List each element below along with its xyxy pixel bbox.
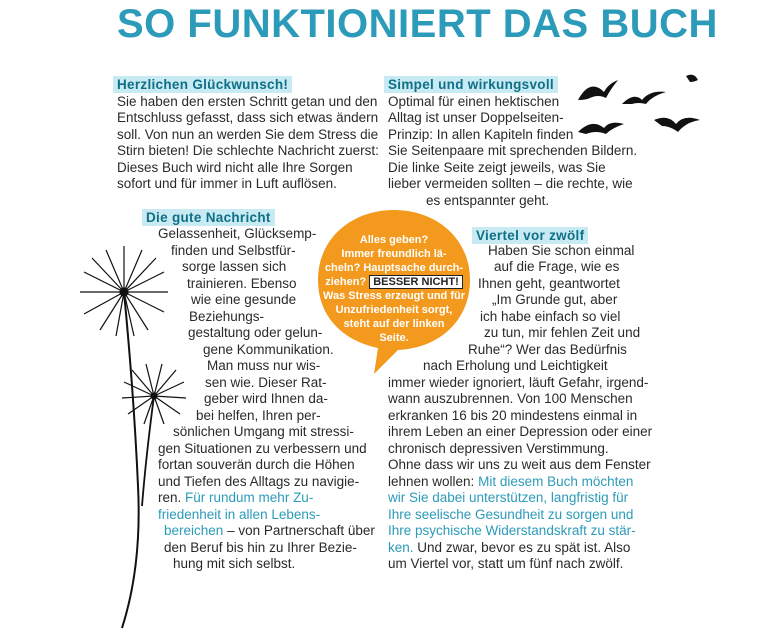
text-highlight: wir Sie dabei unterstützen, langfristig für [388, 490, 629, 505]
text-line: sofort und für immer in Luft auflösen. [117, 176, 337, 191]
page-title: SO FUNKTIONIERT DAS BUCH [117, 2, 718, 46]
text-line: trainieren. Ebenso [187, 276, 297, 291]
text-line: wie eine gesunde [191, 292, 297, 307]
text-line: Prinzip: In allen Kapiteln finden [388, 127, 574, 142]
heading-congrats: Herzlichen Glückwunsch! [113, 76, 292, 93]
bubble-line: Immer freundlich lä- [341, 248, 447, 260]
text-line: wann auszubrennen. Von 100 Menschen [388, 391, 633, 406]
text-line: Ohne dass wir uns zu weit aus dem Fenster [388, 457, 651, 472]
text-highlight: Für rundum mehr Zu- [185, 490, 314, 505]
text-line [388, 540, 630, 557]
bubble-text: ziehen? [325, 276, 367, 288]
text-line: Die linke Seite zeigt jeweils, was Sie [388, 160, 606, 175]
text-line: auf die Frage, wie es [494, 259, 620, 274]
text-line: gestaltung oder gelun- [188, 325, 323, 340]
text-line: lieber vermeiden sollten – die rechte, wie [388, 176, 633, 191]
text-line: Sie haben den ersten Schritt getan und den [117, 94, 378, 109]
text-plain: lehnen wollen: [388, 474, 475, 489]
text-line: „Im Grunde gut, aber [492, 292, 618, 307]
text-line [158, 507, 320, 524]
text-highlight: Ihre psychische Widerstandskraft zu stär- [388, 523, 636, 538]
text-highlight: Mit diesem Buch möchten [478, 474, 634, 489]
text-line: Man muss nur wis- [207, 358, 321, 373]
text-line: bei helfen, Ihren per- [196, 408, 321, 423]
text-line: ihrem Leben an einer Depression oder einer [388, 424, 653, 439]
text-line: erkranken 16 bis 20 mindestens einmal in [388, 408, 638, 423]
text-highlight: Ihre seelische Gesundheit zu sorgen und [388, 507, 634, 522]
text-line: gen Situationen zu verbessern und [158, 441, 367, 456]
bubble-line: steht auf der linken [343, 318, 445, 330]
bubble-line [318, 276, 470, 290]
text-line: Sie Seitenpaare mit sprechenden Bildern. [388, 143, 638, 158]
text-line: sorge lassen sich [182, 259, 287, 274]
text-line: und Tiefen des Alltags zu navigie- [158, 474, 360, 489]
heading-quarter: Viertel vor zwölf [472, 227, 588, 244]
text-highlight: ken. [388, 540, 414, 555]
text-line: Haben Sie schon einmal [488, 243, 635, 258]
text-line: finden und Selbstfür- [171, 243, 296, 258]
text-line: Ihnen geht, geantwortet [478, 276, 620, 291]
text-line: Beziehungs- [189, 309, 265, 324]
besser-nicht-badge: BESSER NICHT! [369, 275, 463, 289]
text-plain: – von Partnerschaft über [227, 523, 375, 538]
text-highlight: bereichen [164, 523, 224, 538]
text-line: fortan souverän durch die Höhen [158, 457, 355, 472]
text-line: Dieses Buch wird nicht alle Ihre Sorgen [117, 160, 353, 175]
bubble-line: Alles geben? [359, 234, 429, 246]
bubble-line: cheln? Hauptsache durch- [324, 262, 464, 274]
text-line: zu tun, mir fehlen Zeit und [484, 325, 641, 340]
text-line: um Viertel vor, statt um fünf nach zwölf. [388, 556, 624, 571]
text-highlight: friedenheit in allen Lebens- [158, 507, 321, 522]
text-line [388, 490, 628, 507]
text-line [164, 523, 375, 540]
speech-bubble [318, 214, 470, 360]
bubble-line: Was Stress erzeugt und für [322, 290, 465, 302]
text-line: nach Erholung und Leichtigkeit [423, 358, 608, 373]
text-line: Entschluss gefasst, dass sich etwas ändern [117, 110, 379, 125]
text-line [388, 507, 633, 524]
text-line: ich habe einfach so viel [480, 309, 621, 324]
text-line [388, 474, 633, 491]
text-line: chronisch depressiven Verstimmung. [388, 441, 609, 456]
text-line [158, 490, 313, 507]
text-line: Ruhe“? Wer das Bedürfnis [468, 342, 627, 357]
text-line [388, 523, 636, 540]
text-line: Stirn bieten! Die schlechte Nachricht zuerst: [117, 143, 379, 158]
text-line: gene Kommunikation. [203, 342, 334, 357]
text-line: Gelassenheit, Glücksemp- [158, 226, 317, 241]
text-line: sönlichen Umgang mit stressi- [173, 424, 354, 439]
heading-good-news: Die gute Nachricht [142, 209, 275, 226]
bubble-line: Unzufriedenheit sorgt, [335, 304, 453, 316]
text-line: Alltag ist unser Doppelseiten- [388, 110, 564, 125]
text-line: Optimal für einen hektischen [388, 94, 560, 109]
bubble-line: Seite. [379, 332, 409, 344]
text-line: den Beruf bis hin zu Ihrer Bezie- [164, 540, 357, 555]
text-line: immer wieder ignoriert, läuft Gefahr, irgend- [388, 375, 649, 390]
text-plain: Und zwar, bevor es zu spät ist. Also [417, 540, 631, 555]
text-line: sen wie. Dieser Rat- [205, 375, 327, 390]
text-line: geber wird Ihnen da- [204, 391, 328, 406]
text-line: hung mit sich selbst. [173, 556, 296, 571]
text-plain: ren. [158, 490, 182, 505]
text-line: soll. Von nun an werden Sie dem Stress die [117, 127, 379, 142]
text-line: es entspannter geht. [426, 193, 550, 208]
heading-simple: Simpel und wirkungsvoll [384, 76, 558, 93]
